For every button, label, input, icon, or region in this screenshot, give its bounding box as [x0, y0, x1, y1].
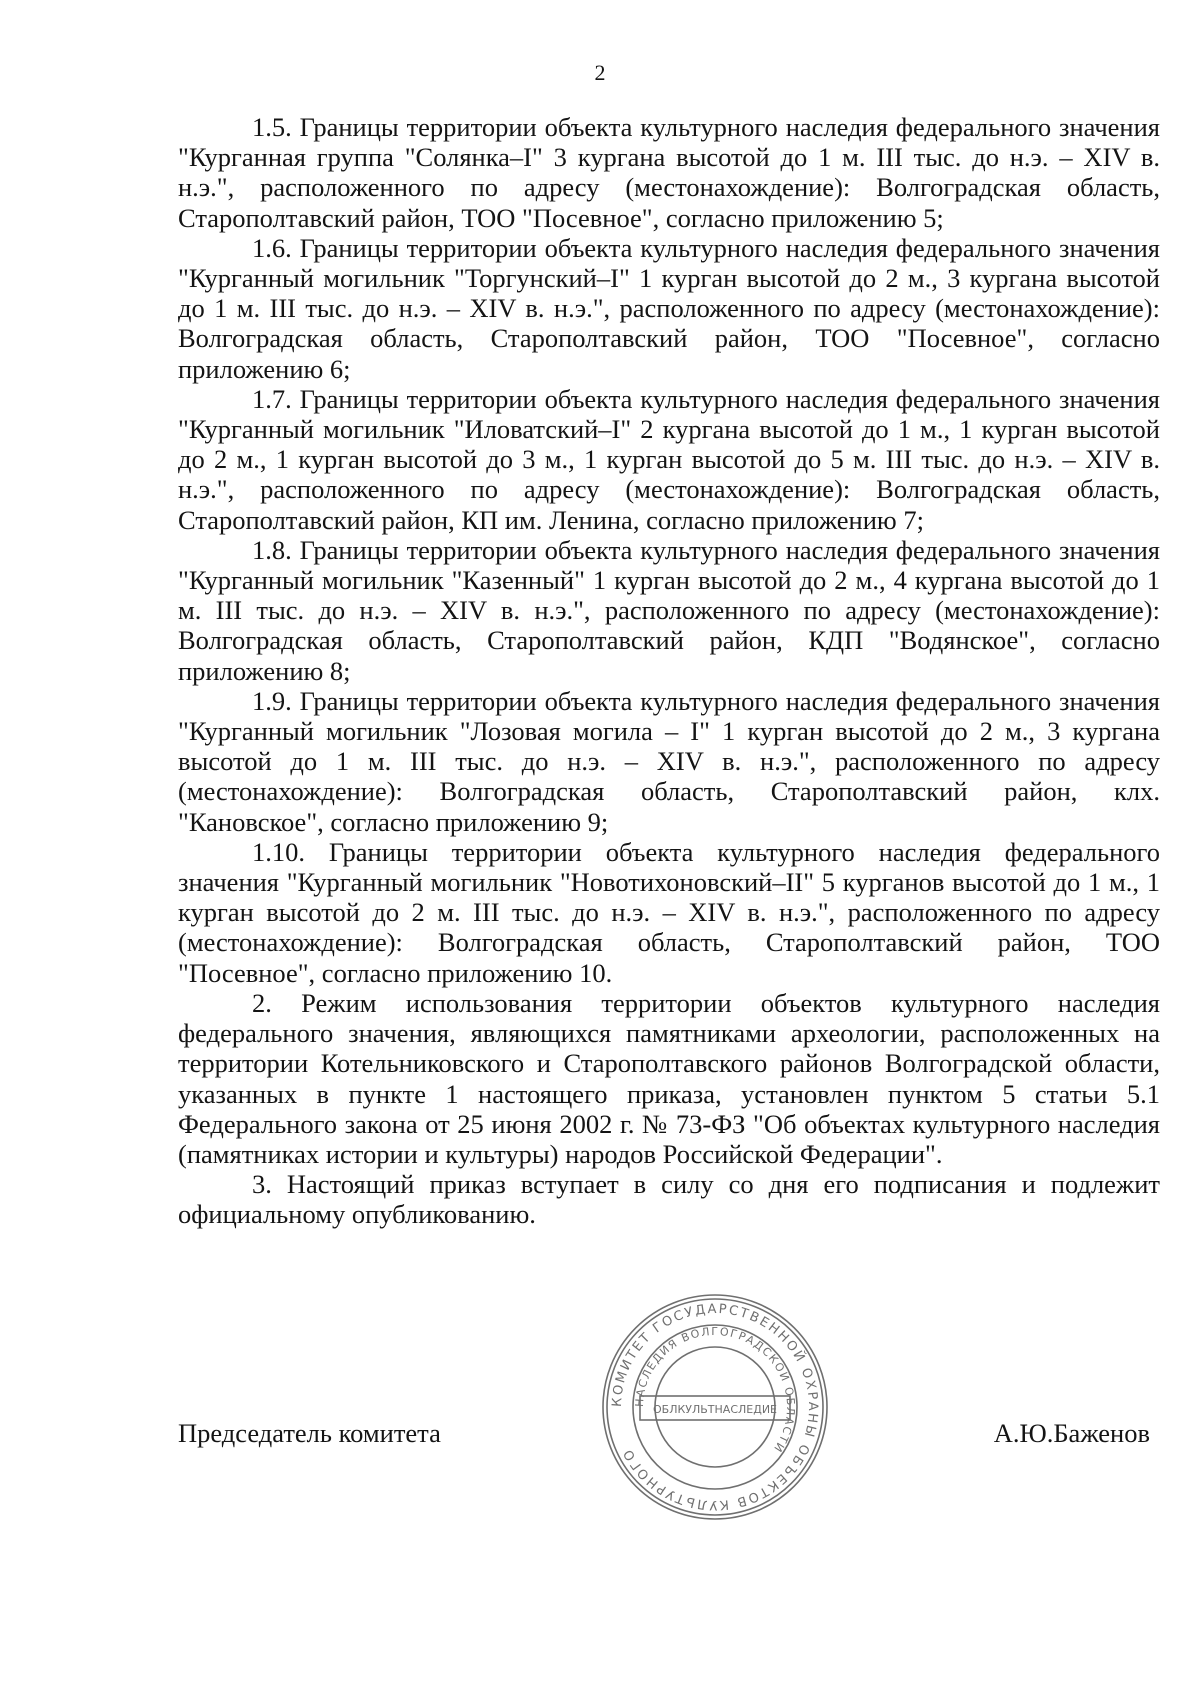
paragraph-1-8: 1.8. Границы территории объекта культурного наследия федерального значения "Курганный могильник "Казенный" 1 курган высотой до 2 м., 4 кургана высотой до 1 м. III тыс. до н.э. – XIV в. н.э.", расположенного по адресу (местонахождение): Волгоградская область, Старополтавский район, КДП "Водянское", согласно приложению 8;: [178, 534, 1160, 686]
seal-inner-text: НАСЛЕДИЯ ВОЛГОГРАДСКОЙ ОБЛАСТИ: [632, 1324, 798, 1456]
paragraph-1-5: 1.5. Границы территории объекта культурного наследия федерального значения "Курганная группа "Солянка–I" 3 кургана высотой до 1 м. III тыс. до н.э. – XIV в. н.э.", расположенного по адресу (местонахождение): Волгоградская область, Старополтавский район, ТОО "Посевное", согласно приложению 5;: [178, 112, 1160, 233]
paragraph-1-10: 1.10. Границы территории объекта культурного наследия федерального значения "Курганный могильник "Новотихоновский–II" 5 курганов высотой до 1 м., 1 курган высотой до 2 м. III тыс. до н.э. – XIV в. н.э.", расположенного по адресу (местонахождение): Волгоградская область, Старополтавский район, ТОО "Посевное", согласно приложению 10.: [178, 836, 1160, 988]
paragraph-2: 2. Режим использования территории объектов культурного наследия федерального значения, являющихся памятниками археологии, расположенных на территории Котельниковского и Старополтавского районов Волгоградской области, указанных в пункте 1 настоящего приказа, установлен пунктом 5 статьи 5.1 Федерального закона от 25 июня 2002 г. № 73-ФЗ "Об объектах культурного наследия (памятниках истории и культуры) народов Российской Федерации".: [178, 987, 1160, 1169]
document-body: [178, 112, 1160, 1230]
paragraph-1-9: 1.9. Границы территории объекта культурного наследия федерального значения "Курганный могильник "Лозовая могила – I" 1 курган высотой до 2 м., 3 кургана высотой до 1 м. III тыс. до н.э. – XIV в. н.э.", расположенного по адресу (местонахождение): Волгоградская область, Старополтавский район, клх. "Кановское", согласно приложению 9;: [178, 685, 1160, 837]
signer-name: А.Ю.Баженов: [993, 1418, 1150, 1448]
page-number: 2: [594, 60, 606, 85]
paragraph-3: 3. Настоящий приказ вступает в силу со дня его подписания и подлежит официальному опубликованию.: [178, 1169, 1160, 1230]
official-seal: [598, 1290, 832, 1524]
seal-center-text: ОБЛКУЛЬТНАСЛЕДИЕ: [653, 1403, 777, 1416]
paragraph-1-7: 1.7. Границы территории объекта культурного наследия федерального значения "Курганный могильник "Иловатский–I" 2 кургана высотой до 1 м., 1 курган высотой до 2 м., 1 курган высотой до 3 м., 1 курган высотой до 5 м. III тыс. до н.э. – XIV в. н.э.", расположенного по адресу (местонахождение): Волгоградская область, Старополтавский район, КП им. Ленина, согласно приложению 7;: [178, 383, 1160, 535]
signer-title: Председатель комитета: [178, 1418, 441, 1448]
paragraph-1-6: 1.6. Границы территории объекта культурного наследия федерального значения "Курганный могильник "Торгунский–I" 1 курган высотой до 2 м., 3 кургана высотой до 1 м. III тыс. до н.э. – XIV в. н.э.", расположенного по адресу (местонахождение): Волгоградская область, Старополтавский район, ТОО "Посевное", согласно приложению 6;: [178, 232, 1160, 384]
seal-outer-text: КОМИТЕТ ГОСУДАРСТВЕННОЙ ОХРАНЫ ОБЪЕКТОВ КУЛЬТУРНОГО: [609, 1301, 821, 1513]
